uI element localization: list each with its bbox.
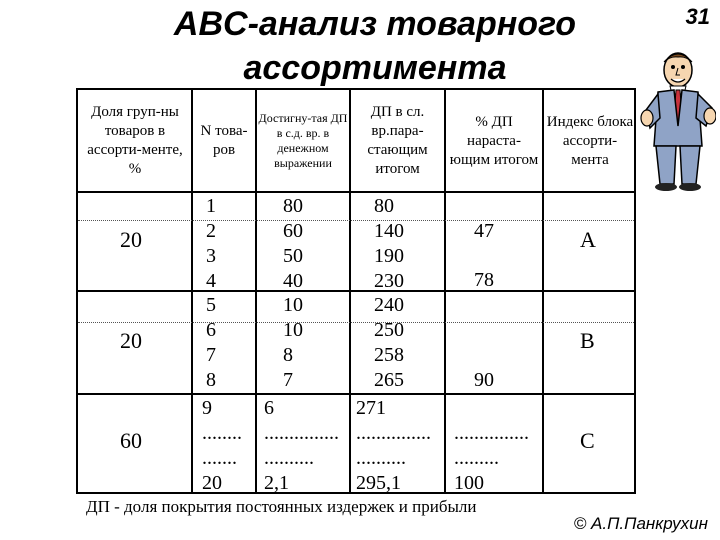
group-a-dp-values: 80 60 50 40 — [283, 195, 303, 292]
presenter-cartoon-icon — [640, 48, 716, 192]
header-dp-cumulative: ДП в сл. вр.пара-стающим итогом — [367, 104, 428, 177]
group-a-block-index: A — [580, 227, 596, 252]
header-item-count: N това-ров — [200, 123, 248, 158]
group-c-share: 60 — [120, 428, 142, 453]
group-b-block-index: B — [580, 328, 595, 353]
header-block-index: Индекс блока ассорти-мента — [546, 113, 634, 168]
header-group-share: Доля груп-ны товаров в ассорти-менте, % — [87, 104, 183, 177]
footnote: ДП - доля покрытия постоянных издержек и прибыли — [86, 497, 477, 516]
group-b-item-numbers: 5 6 7 8 — [206, 294, 216, 391]
group-c-percent: ............... ......... 100 — [454, 422, 529, 494]
group-b-percent: 90 — [474, 369, 494, 391]
group-a-percent-1: 47 — [474, 220, 494, 242]
group-a-item-numbers: 1 2 3 4 — [206, 195, 216, 292]
group-a-percent-2: 78 — [474, 269, 494, 291]
abc-analysis-table — [76, 88, 636, 494]
group-c-block-index: C — [580, 428, 595, 453]
author-credit: © А.П.Панкрухин — [573, 514, 708, 533]
header-dp-percent-cumulative: % ДП нараста-ющим итогом — [449, 113, 539, 168]
page-number: 31 — [685, 4, 710, 29]
group-b-dp-values: 10 10 8 7 — [283, 294, 303, 391]
group-b-cumulative: 240 250 258 265 — [374, 294, 404, 391]
group-a-cumulative: 80 140 190 230 — [374, 195, 404, 292]
group-c-dp-values: 6 ............... .......... 2,1 — [264, 397, 339, 494]
slide-title: ABC-анализ товарного ассортимента — [173, 5, 577, 87]
group-c-cumulative: 271 ............... .......... 295,1 — [356, 397, 431, 494]
group-b-share: 20 — [120, 328, 142, 353]
group-a-share: 20 — [120, 227, 142, 252]
header-dp-value: Достигну-тая ДП в с.д. вр. в денежном выражении — [258, 111, 348, 170]
group-c-item-numbers: 9 ........ ....... 20 — [202, 397, 242, 494]
